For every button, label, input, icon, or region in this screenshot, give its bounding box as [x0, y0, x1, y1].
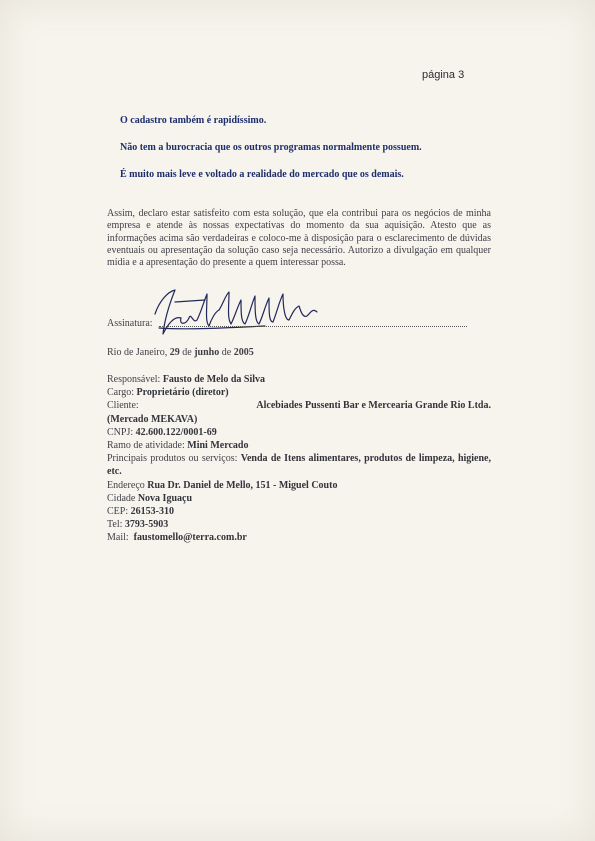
- date-prefix: Rio de Janeiro,: [107, 347, 170, 358]
- detail-endereco: Endereço Rua Dr. Daniel de Mello, 151 - Miguel Couto: [107, 479, 338, 491]
- page-number: página 3: [422, 69, 465, 81]
- signature-line: [107, 318, 467, 332]
- highlight-line-1: O cadastro também é rapidíssimo.: [120, 115, 267, 126]
- signature-dotted-line: [159, 326, 467, 327]
- detail-cliente-2: (Mercado MEKAVA): [107, 413, 198, 425]
- detail-mail: Mail: faustomello@terra.com.br: [107, 532, 247, 544]
- date-de-2: de: [219, 347, 234, 358]
- detail-ramo: Ramo de atividade: Mini Mercado: [107, 440, 249, 452]
- date-de-1: de: [179, 347, 195, 358]
- detail-cargo: Cargo: Proprietário (diretor): [107, 387, 229, 399]
- handwritten-signature: [145, 282, 335, 342]
- date-year: 2005: [233, 347, 254, 358]
- detail-cliente: Cliente: Alcebiades Pussenti Bar e Mercearia Grande Rio Ltda.: [107, 400, 491, 412]
- date-day: 29: [169, 347, 180, 358]
- signature-label: Assinatura:: [107, 318, 153, 329]
- detail-responsavel: Responsável: Fausto de Melo da Silva: [107, 374, 266, 385]
- detail-cnpj: CNPJ: 42.600.122/0001-69: [107, 426, 217, 438]
- declaration-paragraph: Assim, declaro estar satisfeito com esta solução, que ela contribui para os negócios de minha empresa e atende às nossas expectativas do momento da sua aquisição. Atesto que as informações acima são verdadeiras e coloco-me à disposição para o esclarecimento de dúvidas eventuais ou apresentação da solução caso seja necessário. Autorizo a divulgação em qualquer mídia e a apresentação do presente a quem interessar possa.: [107, 208, 491, 269]
- place-and-date: [107, 347, 254, 358]
- client-details: [107, 373, 491, 545]
- detail-cidade: Cidade Nova Iguaçu: [107, 492, 193, 504]
- detail-cep: CEP: 26153-310: [107, 506, 174, 518]
- date-month: junho: [194, 347, 220, 358]
- detail-produtos: Principais produtos ou serviços: Venda de Itens alimentares, produtos de limpeza, higiene, etc.: [107, 453, 491, 478]
- highlight-line-3: É muito mais leve e voltado a realidade do mercado que os demais.: [120, 169, 404, 180]
- highlight-line-2: Não tem a burocracia que os outros programas normalmente possuem.: [120, 142, 422, 153]
- detail-tel: Tel: 3793-5903: [107, 519, 169, 531]
